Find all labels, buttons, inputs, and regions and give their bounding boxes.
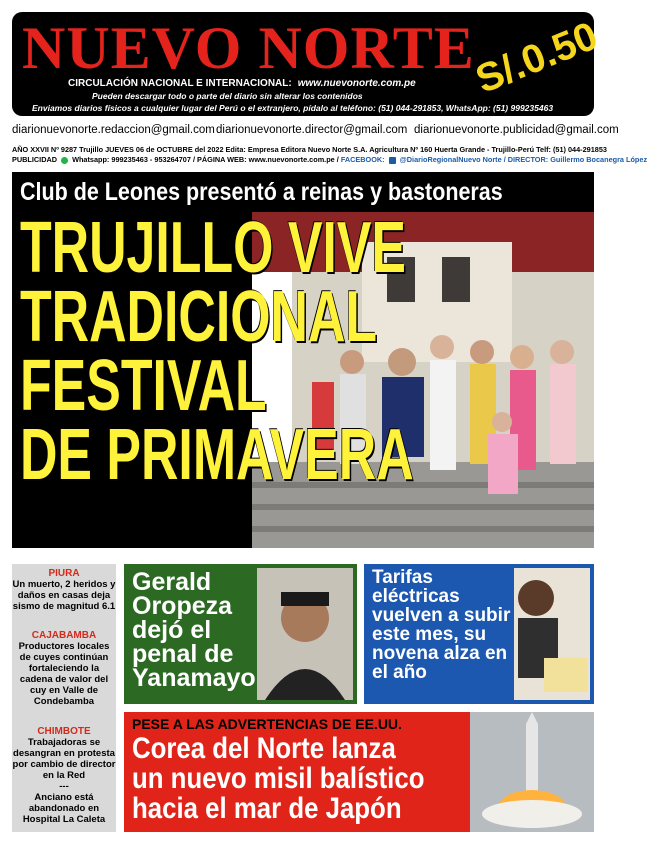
website-link[interactable]: www.nuevonorte.com.pe — [297, 78, 416, 89]
publicidad-label: PUBLICIDAD — [12, 155, 57, 164]
headline-line-2: TRADICIONAL — [20, 277, 378, 357]
contact-info — [12, 155, 647, 164]
facebook-handle[interactable]: @DiarioRegionalNuevo Norte / — [399, 155, 506, 164]
issue-info: AÑO XXVII Nº 9287 Trujillo JUEVES 06 de OCTUBRE del 2022 Edita: Empresa Editora Nuevo Norte S.A. Agricultura Nº 160 Huerta Grande - Trujillo-Perú Telf: (51) 044-291853 — [12, 145, 607, 154]
brief-piura[interactable] — [12, 568, 116, 612]
facebook-icon — [389, 157, 396, 164]
brief-cajabamba[interactable] — [12, 630, 116, 707]
email-redaccion[interactable]: diarionuevonorte.redaccion@gmail.com — [12, 124, 215, 136]
email-publicidad[interactable]: diarionuevonorte.publicidad@gmail.com — [414, 124, 619, 136]
electric-bill-photo — [514, 568, 590, 700]
director-name: Guillermo Bocanegra López — [550, 155, 647, 164]
feature-headline — [20, 208, 414, 495]
corea-line-3: hacia el mar de Japón — [132, 792, 402, 825]
brief-text: Un muerto, 2 heridos y daños en casas deja sismo de magnitud 6.1 — [12, 579, 116, 612]
director-label: DIRECTOR: — [507, 155, 549, 164]
main-feature[interactable] — [12, 172, 594, 548]
corea-line-1: Corea del Norte lanza — [132, 732, 396, 765]
email-row — [12, 124, 619, 140]
download-note: Pueden descargar todo o parte del diario sin alterar los contenidos — [92, 91, 363, 101]
whatsapp-numbers: Whatsapp: 999235463 - 953264707 / — [72, 155, 195, 164]
email-director[interactable]: diarionuevonorte.director@gmail.com — [216, 124, 408, 136]
story-tarifas[interactable] — [364, 564, 594, 704]
gerald-photo — [257, 568, 353, 700]
brief-location: CHIMBOTE — [37, 726, 91, 737]
brief-text-2: Anciano está abandonado en Hospital La Caleta — [22, 792, 106, 825]
story-corea[interactable] — [124, 712, 594, 832]
circulation-line — [68, 78, 416, 89]
newspaper-logo: NUEVO NORTE — [22, 15, 475, 81]
brief-text: Productores locales de cuyes continúan fortaleciendo la cadena de valor del cuy en Valle de Condebamba — [18, 641, 110, 707]
story-gerald[interactable] — [124, 564, 357, 704]
price-tag: S/.0.50 — [469, 13, 604, 103]
feature-kicker: Club de Leones presentó a reinas y bastoneras — [20, 178, 503, 206]
corea-line-2: un nuevo misil balístico — [132, 762, 425, 795]
shipping-note: Enviamos diarios físicos a cualquier lugar del Perú o el extranjero, pídalo al teléfono: (51) 044-291853, WhatsApp: (51) 999235463 — [32, 103, 554, 113]
briefs-column — [12, 564, 116, 832]
whatsapp-icon — [61, 157, 68, 164]
story-gerald-title: Gerald Oropeza dejó el penal de Yanamayo — [132, 568, 256, 692]
circulation-label: CIRCULACIÓN NACIONAL E INTERNACIONAL: — [68, 78, 292, 89]
brief-location: PIURA — [48, 568, 80, 579]
story-tarifas-title: Tarifas eléctricas vuelven a subir este mes, su novena alza en el año — [372, 567, 511, 683]
missile-photo — [470, 712, 594, 832]
headline-line-1: TRUJILLO VIVE — [20, 208, 406, 288]
brief-location: CAJABAMBA — [31, 630, 97, 641]
masthead — [12, 12, 604, 116]
pagina-web[interactable]: www.nuevonorte.com.pe / — [248, 155, 339, 164]
pagina-label: PÁGINA WEB: — [197, 155, 247, 164]
headline-line-4: DE PRIMAVERA — [20, 415, 414, 495]
brief-text: Trabajadoras se desangran en protesta por cambio de director en la Red — [12, 737, 116, 781]
story-corea-title — [132, 734, 424, 824]
facebook-label: FACEBOOK: — [340, 155, 385, 164]
headline-line-3: FESTIVAL — [20, 346, 267, 426]
story-corea-kicker: PESE A LAS ADVERTENCIAS DE EE.UU. — [132, 716, 402, 732]
brief-chimbote[interactable] — [12, 726, 116, 825]
brief-separator: --- — [59, 781, 69, 792]
